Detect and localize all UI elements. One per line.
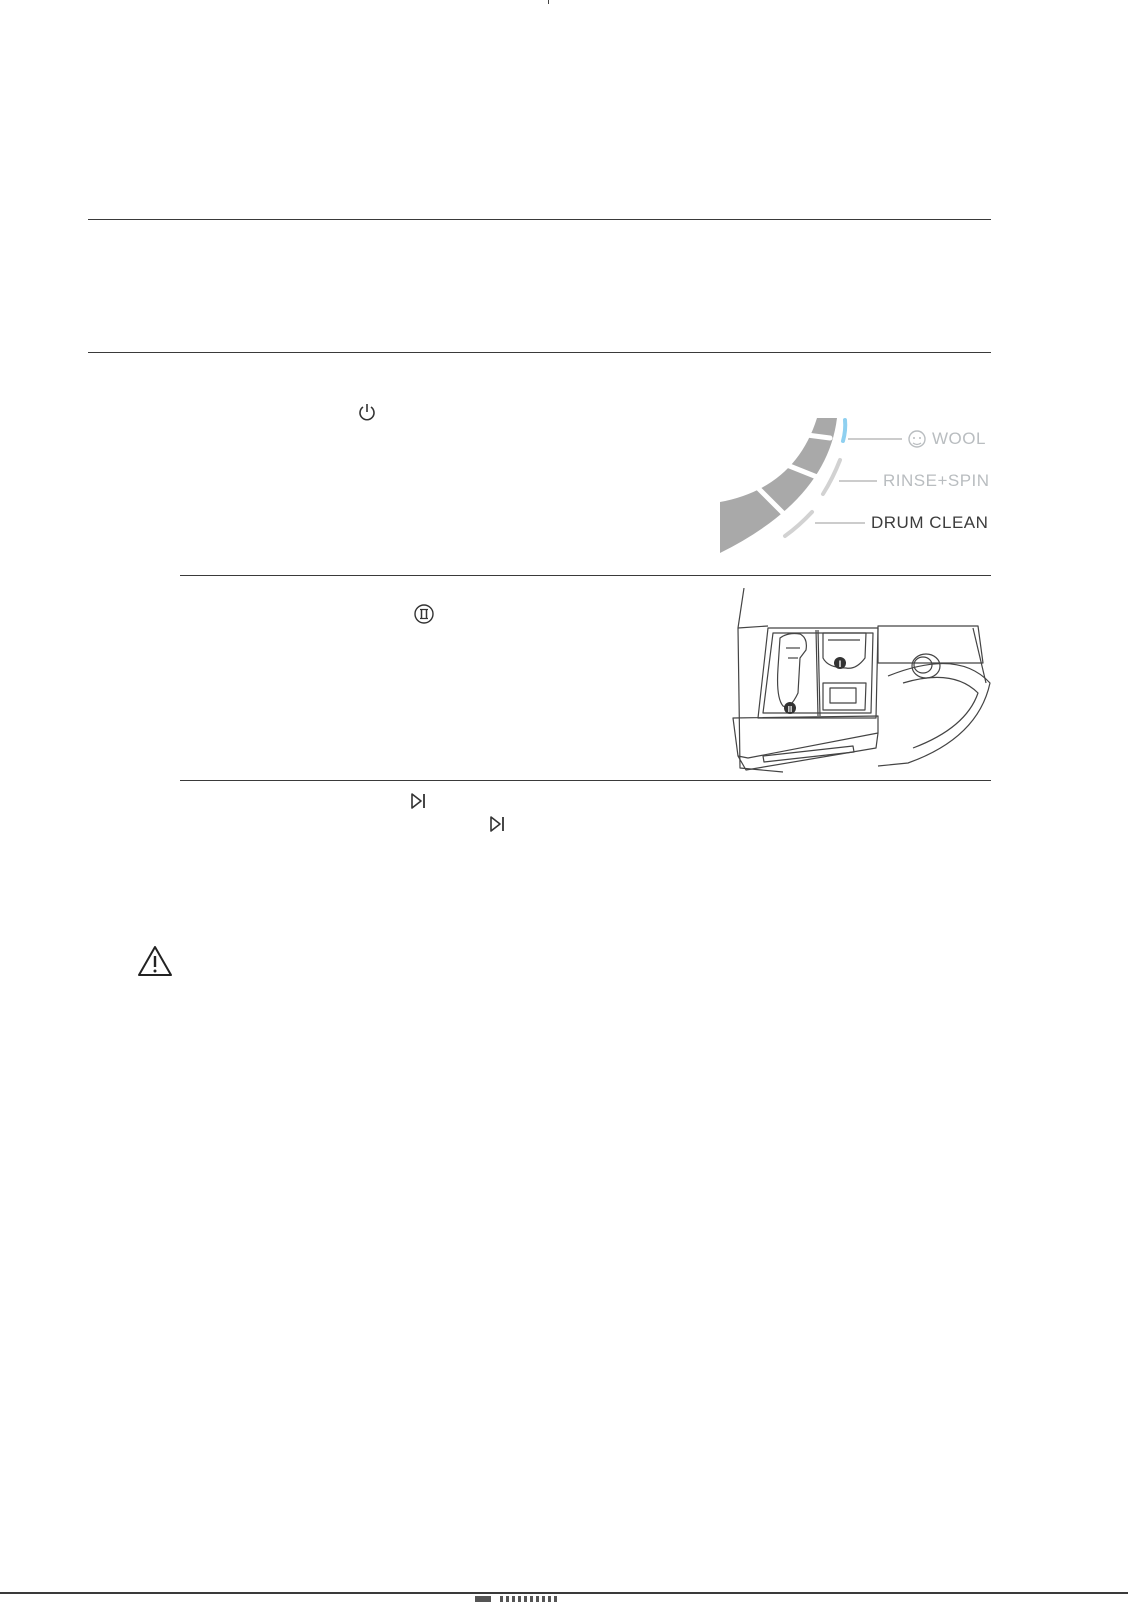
power-icon xyxy=(358,402,376,422)
warning-triangle-icon xyxy=(136,944,174,978)
compartment-ii-label: II xyxy=(787,705,793,714)
dial-label-wool: WOOL xyxy=(932,429,986,448)
step-rule-1 xyxy=(180,575,991,576)
start-pause-icon xyxy=(409,792,429,810)
dial-indicator-wool xyxy=(843,420,845,441)
compartment-ii-icon xyxy=(413,603,435,625)
sheep-icon xyxy=(909,431,925,447)
dial-label-rinse-spin: RINSE+SPIN xyxy=(883,471,990,490)
start-pause-icon xyxy=(488,815,508,833)
bottom-rule xyxy=(0,1592,1128,1594)
footer-mark xyxy=(475,1596,491,1602)
dial-label-drum-clean: DRUM CLEAN xyxy=(871,513,989,532)
section-rule-second xyxy=(88,352,991,353)
footer-mark xyxy=(500,1596,560,1602)
dial-indicator-rinse xyxy=(823,460,840,494)
dial-indicator-drum xyxy=(785,512,812,536)
section-rule-top xyxy=(88,219,991,220)
top-tick xyxy=(548,0,549,4)
detergent-drawer-illustration xyxy=(728,588,993,778)
compartment-i-label: I xyxy=(838,659,842,669)
step-rule-2 xyxy=(180,780,991,781)
